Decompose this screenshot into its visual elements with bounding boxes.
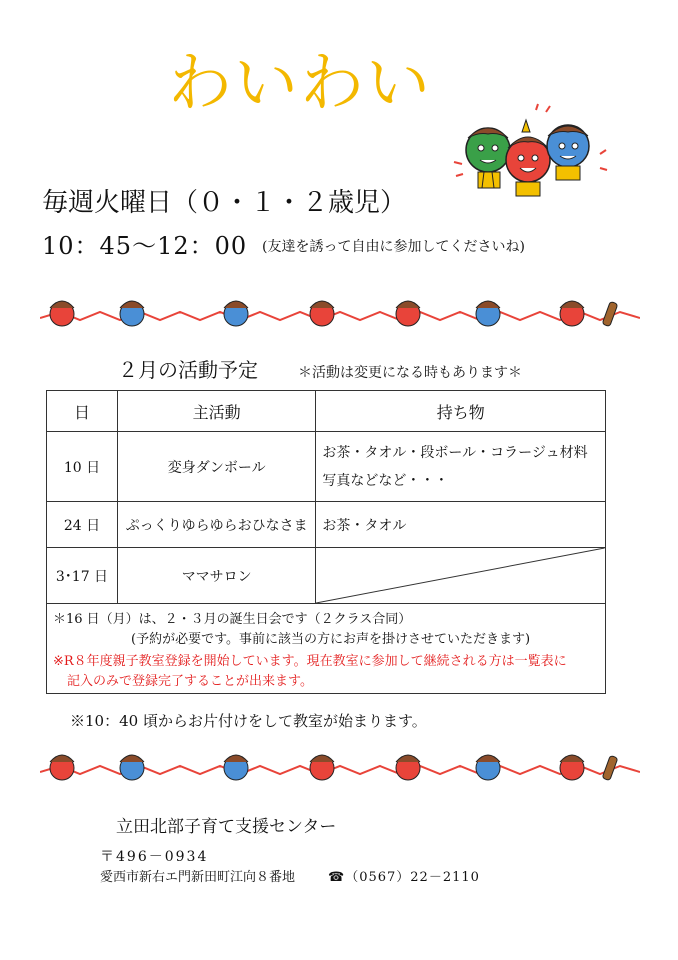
- row-items-empty: [316, 548, 606, 604]
- address: 愛西市新右エ門新田町江向８番地: [100, 870, 296, 885]
- oni-border-decoration-top: [40, 288, 640, 336]
- blue-oni-figure: [547, 125, 589, 180]
- reservation-note: (予約が必要です。事前に該当の方にお声を掛けさせていただきます): [131, 632, 531, 647]
- table-header-row: [47, 391, 606, 432]
- start-time-note: ※10：40 頃からお片付けをして教室が始まります。: [70, 712, 427, 730]
- birthday-note: ＊16 日（月）は、２・３月の誕生日会です（２クラス合同）: [53, 612, 412, 627]
- red-oni-figure: [506, 120, 550, 196]
- header-day: 日: [47, 391, 118, 432]
- row-activity: ぷっくりゆらゆらおひなさま: [117, 502, 315, 548]
- plan-heading: ２月の活動予定: [118, 358, 258, 382]
- row-day: 3･17 日: [47, 548, 118, 604]
- oni-group-illustration: [450, 102, 608, 210]
- row-activity: 変身ダンボール: [117, 432, 315, 502]
- row-items: お茶・タオル: [316, 502, 606, 548]
- row-items: [316, 432, 606, 502]
- green-oni-figure: [466, 128, 510, 188]
- notes-box: [46, 602, 606, 694]
- phone-number: ☎（0567）22－2110: [328, 870, 480, 885]
- postal-code: 〒496－0934: [100, 849, 209, 865]
- diagonal-line: [316, 548, 605, 603]
- page-title: わいわい: [168, 47, 432, 121]
- row-day: 10 日: [47, 432, 118, 502]
- row-day: 24 日: [47, 502, 118, 548]
- table-row: [47, 548, 606, 604]
- activity-table: [46, 390, 606, 604]
- schedule-day: 毎週火曜日（０・１・２歳児）: [42, 188, 407, 218]
- center-name: 立田北部子育て支援センター: [116, 817, 337, 837]
- schedule-time: 10：45〜12：00: [42, 232, 248, 260]
- oni-border-decoration-bottom: [40, 742, 640, 790]
- row-items-line: 写真などなど・・・: [322, 472, 449, 489]
- table-row: [47, 502, 606, 548]
- table-row: [47, 432, 606, 502]
- plan-note: ＊活動は変更になる時もあります＊: [298, 365, 522, 381]
- header-activity: 主活動: [117, 391, 315, 432]
- registration-notice-cont: 記入のみで登録完了することが出来ます。: [67, 674, 313, 689]
- header-items: 持ち物: [316, 391, 606, 432]
- registration-notice: ※R８年度親子教室登録を開始しています。現在教室に参加して継続される方は一覧表に: [53, 654, 567, 669]
- row-activity: ママサロン: [117, 548, 315, 604]
- invite-note: (友達を誘って自由に参加してくださいね): [262, 239, 525, 255]
- row-items-line: お茶・タオル・段ボール・コラージュ材料: [322, 444, 588, 461]
